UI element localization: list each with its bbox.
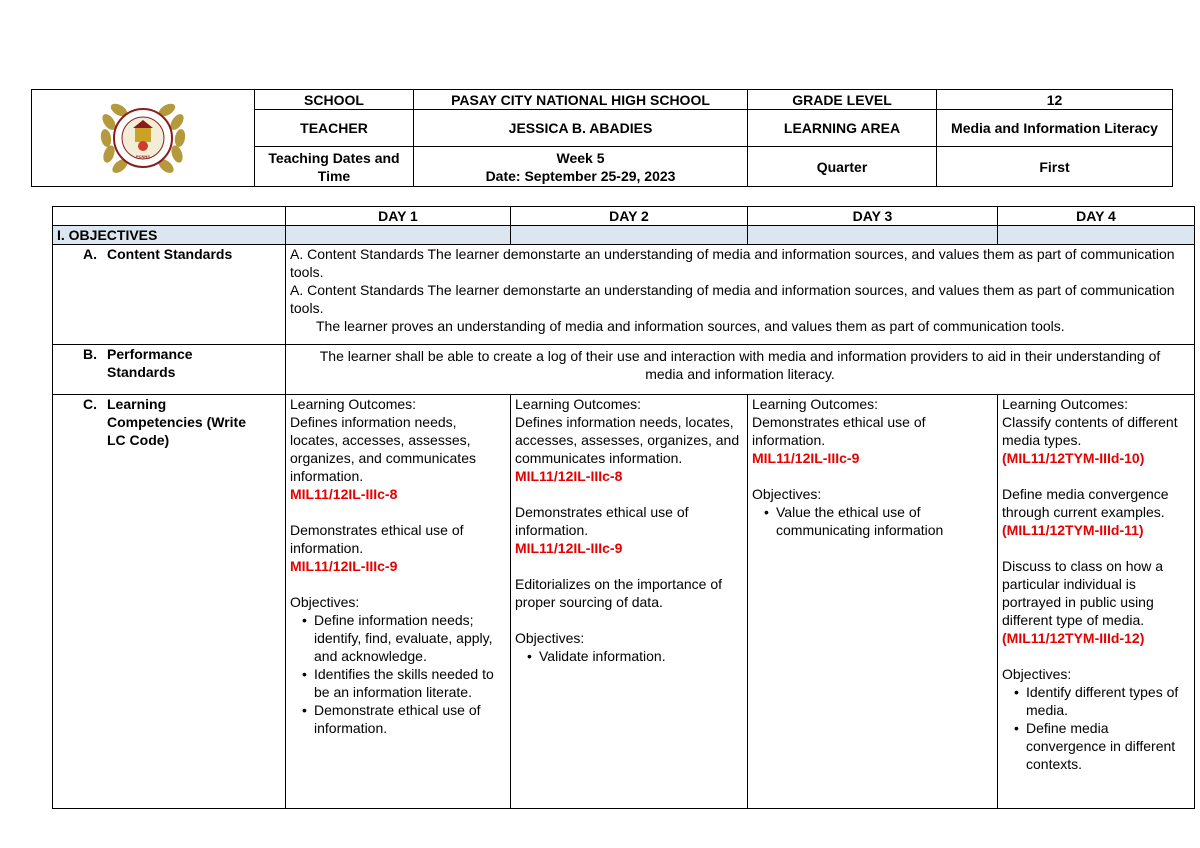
day4-code-3: (MIL11/12TYM-IIId-12) <box>1002 630 1145 646</box>
day1-outcome-2: Demonstrates ethical use of information. <box>290 522 464 556</box>
day4-objectives-list <box>1002 683 1190 773</box>
day2-outcome-2: Demonstrates ethical use of information. <box>515 504 689 538</box>
day1-competencies <box>286 395 511 809</box>
day-header-2: DAY 2 <box>511 207 748 226</box>
performance-standards-text: The learner shall be able to create a log of their use and interaction with media and information providers to aid in their understanding of media and information literacy. <box>286 345 1195 395</box>
performance-standards-label <box>53 345 286 395</box>
performance-label-1: Performance <box>107 346 193 362</box>
day2-objectives-list <box>515 647 743 665</box>
shade-cell <box>748 226 998 245</box>
day4-outcome-1: Classify contents of different media types. <box>1002 414 1178 448</box>
logo-cell <box>32 90 255 187</box>
area-label: LEARNING AREA <box>748 110 937 147</box>
content-standards-label <box>53 245 286 345</box>
content-line-2: A. Content Standards The learner demonstarte an understanding of media and information sources, and values them as part of communication tools. <box>290 282 1175 316</box>
shade-cell <box>286 226 511 245</box>
date: Date: September 25-29, 2023 <box>485 167 676 184</box>
content-line-1: A. Content Standards The learner demonstarte an understanding of media and information sources, and values them as part of communication tools. <box>290 246 1175 280</box>
area-value: Media and Information Literacy <box>937 110 1173 147</box>
content-label: Content Standards <box>107 246 233 262</box>
day4-objectives-heading: Objectives: <box>1002 666 1072 682</box>
day2-competencies <box>511 395 748 809</box>
day2-objectives-heading: Objectives: <box>515 630 585 646</box>
list-item: • Identifies the skills needed to be an information literate. <box>302 665 506 701</box>
day1-outcome-1: Defines information needs, locates, accesses, assesses, organizes, and communicates information. <box>290 414 476 484</box>
school-label: SCHOOL <box>255 90 414 110</box>
list-item: • Define information needs; identify, find, evaluate, apply, and acknowledge. <box>302 611 506 665</box>
day3-code-1: MIL11/12IL-IIIc-9 <box>752 450 860 466</box>
teacher-label: TEACHER <box>255 110 414 147</box>
day1-code-1: MIL11/12IL-IIIc-8 <box>290 486 398 502</box>
day1-code-2: MIL11/12IL-IIIc-9 <box>290 558 398 574</box>
day3-outcome-1: Demonstrates ethical use of information. <box>752 414 926 448</box>
day4-outcome-3: Discuss to class on how a particular individual is portrayed in public using different type of media. <box>1002 558 1164 628</box>
day4-code-2: (MIL11/12TYM-IIId-11) <box>1002 522 1144 538</box>
day1-outcomes-heading: Learning Outcomes: <box>290 396 417 412</box>
header-table <box>31 89 1173 187</box>
day2-code-2: MIL11/12IL-IIIc-9 <box>515 540 623 556</box>
school-value: PASAY CITY NATIONAL HIGH SCHOOL <box>414 90 748 110</box>
school-seal-icon <box>94 98 192 178</box>
list-item: • Value the ethical use of communicating information <box>764 503 993 539</box>
competencies-num: C. <box>83 396 97 412</box>
shade-cell <box>511 226 748 245</box>
competencies-label-1: Learning <box>107 396 167 412</box>
day3-outcomes-heading: Learning Outcomes: <box>752 396 879 412</box>
competencies-label-2: Competencies (Write <box>107 414 246 430</box>
list-item: • Demonstrate ethical use of information. <box>302 701 506 737</box>
list-item: • Define media convergence in different contexts. <box>1014 719 1190 773</box>
content-num: A. <box>83 246 97 262</box>
day2-outcome-1: Defines information needs, locates, accesses, assesses, organizes, and communicates information. <box>515 414 740 466</box>
corner-cell <box>53 207 286 226</box>
competencies-label <box>53 395 286 809</box>
day4-outcomes-heading: Learning Outcomes: <box>1002 396 1129 412</box>
objectives-heading: I. OBJECTIVES <box>53 226 286 245</box>
performance-label-2: Standards <box>107 364 176 380</box>
day4-outcome-2: Define media convergence through current examples. <box>1002 486 1169 520</box>
content-standards-text <box>286 245 1195 345</box>
list-item: • Identify different types of media. <box>1014 683 1190 719</box>
content-line-3: The learner proves an understanding of media and information sources, and values them as part of communication tools. <box>316 318 1065 334</box>
day2-code-1: MIL11/12IL-IIIc-8 <box>515 468 623 484</box>
performance-num: B. <box>83 346 97 362</box>
day3-competencies <box>748 395 998 809</box>
day1-objectives-heading: Objectives: <box>290 594 360 610</box>
teacher-value: JESSICA B. ABADIES <box>414 110 748 147</box>
day4-competencies <box>998 395 1195 809</box>
grade-value: 12 <box>937 90 1173 110</box>
quarter-label: Quarter <box>748 147 937 187</box>
day3-objectives-heading: Objectives: <box>752 486 822 502</box>
dates-label: Teaching Dates and Time <box>255 147 414 187</box>
week: Week 5 <box>556 149 605 166</box>
day-header-3: DAY 3 <box>748 207 998 226</box>
objectives-table <box>52 206 1195 809</box>
list-item: • Validate information. <box>527 647 743 665</box>
day2-outcome-3: Editorializes on the importance of proper sourcing of data. <box>515 576 722 610</box>
day-header-4: DAY 4 <box>998 207 1195 226</box>
day1-objectives-list <box>290 611 506 737</box>
grade-label: GRADE LEVEL <box>748 90 937 110</box>
day3-objectives-list <box>752 503 993 539</box>
competencies-label-3: LC Code) <box>107 432 170 448</box>
week-date-cell <box>414 147 748 187</box>
svg-text:PCNHS: PCNHS <box>135 154 151 159</box>
quarter-value: First <box>937 147 1173 187</box>
day-header-1: DAY 1 <box>286 207 511 226</box>
day2-outcomes-heading: Learning Outcomes: <box>515 396 642 412</box>
shade-cell <box>998 226 1195 245</box>
day4-code-1: (MIL11/12TYM-IIId-10) <box>1002 450 1145 466</box>
